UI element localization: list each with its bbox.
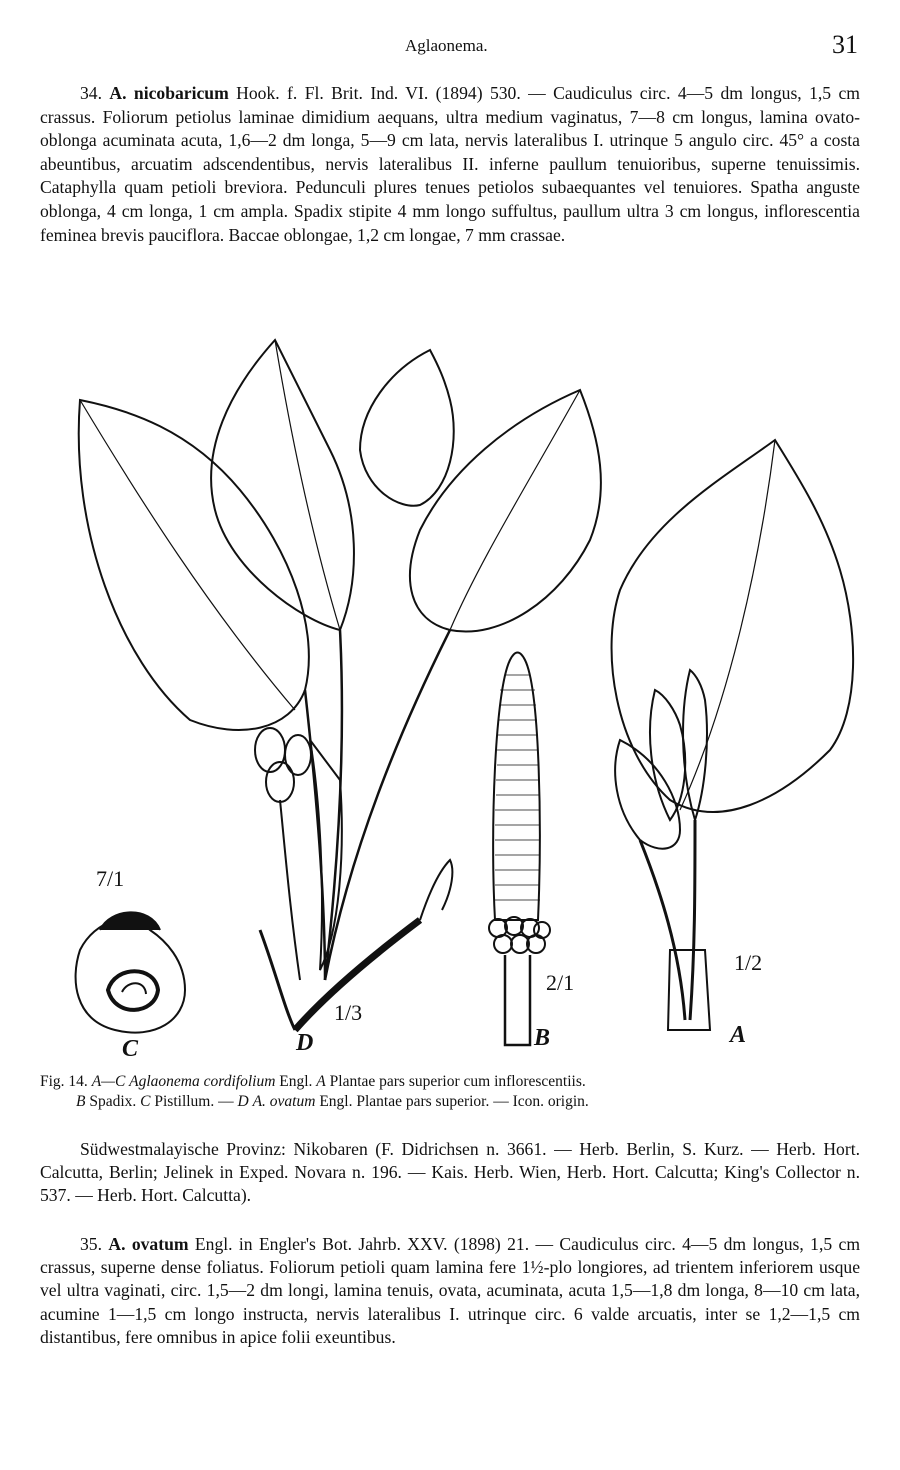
scale-b: 2/1: [546, 970, 575, 995]
species-number: 35.: [80, 1234, 102, 1254]
caption-b-label: B: [76, 1093, 86, 1110]
caption-range: A—C: [91, 1073, 126, 1090]
caption-c-label: C: [140, 1093, 151, 1110]
species-name: A. nicobaricum: [109, 83, 229, 103]
species-text: Engl. in Engler's Bot. Jahrb. XXV. (1898) 21. — Caudiculus circ. 4—5 dm longus, 1,5 cm crassus, superne dense foliatus. Foliorum petioli quam lamina fere 1½-plo longiores, ad trientem inferiorem usque vel ultra vaginati, circ. 1,5—2 dm longi, lamina tenuis, ovata, acuminata, acuta 1,5—1,8 dm longa, 8—10 cm lata, acumine 1—1,5 cm longo instructa, nervis lateralibus I. utrinque circ. 6 valde arcuatis, inter se 1,2—1,5 cm distantibus, fere omnibus in apice folii exeuntibus.: [40, 1234, 861, 1347]
species-35-description: [40, 1233, 860, 1349]
running-title: Aglaonema.: [405, 36, 488, 55]
figure-caption: [40, 1072, 860, 1112]
distribution-34: [40, 1138, 860, 1207]
species-name: A. ovatum: [108, 1234, 189, 1254]
species-34-description: [40, 82, 860, 247]
caption-line-1: [40, 1072, 860, 1092]
plant-a-drawing: [612, 440, 854, 1030]
species-number: 34.: [80, 83, 102, 103]
page-number: 31: [832, 30, 858, 59]
caption-species: Aglaonema cordifolium: [129, 1073, 276, 1090]
caption-a-label: A: [316, 1073, 326, 1090]
caption-prefix: Fig. 14.: [40, 1073, 88, 1090]
species-text: Hook. f. Fl. Brit. Ind. VI. (1894) 530. — Caudiculus circ. 4—5 dm longus, 1,5 cm crassus. Foliorum petiolus laminae dimidium aequans, ultra medium vaginatus, 7—8 cm longus, lamina ovato-oblonga acuminata acuta, 1,6—2 dm longa, 5—9 cm lata, nervis lateralibus I. utrinque 5 angulo circ. 45° a costa abeuntibus, arcuatim adscendentibus, nervis lateralibus II. inferne paullum tenuioribus, superne tenuissimis. Cataphylla quam petioli breviora. Pedunculi plures tenues petiolos subaequantes vel tenuiores. Spatha anguste oblonga, 4 cm longa, 1 cm ampla. Spadix stipite 4 mm longo suffultus, paullum ultra 3 cm longus, inflorescentia feminea brevis pauciflora. Baccae oblongae, 1,2 cm longae, 7 mm crassae.: [40, 83, 860, 245]
caption-b-text: Spadix.: [89, 1093, 137, 1110]
page-header: [0, 30, 900, 64]
pistil-c-drawing: [76, 912, 185, 1032]
label-b: B: [534, 1025, 551, 1051]
spadix-b-drawing: [489, 653, 550, 1046]
label-a: A: [730, 1022, 747, 1048]
figure-drawing: [40, 330, 870, 1070]
caption-line-2: [40, 1092, 860, 1112]
caption-a-text: Plantae pars superior cum inflorescentiis.: [329, 1073, 586, 1090]
caption-author: Engl.: [279, 1073, 313, 1090]
label-c: C: [122, 1036, 139, 1062]
scale-d: 1/3: [334, 1000, 363, 1025]
caption-d-text: Engl. Plantae pars superior. — Icon. origin.: [319, 1093, 589, 1110]
caption-c-text: Pistillum. —: [154, 1093, 234, 1110]
caption-d-species: A. ovatum: [252, 1093, 316, 1110]
scale-c: 7/1: [96, 866, 125, 891]
distribution-text: Südwestmalayische Provinz: Nikobaren (F. Didrichsen n. 3661. — Herb. Berlin, S. Kurz. — Herb. Hort. Calcutta, Berlin; Jelinek in Exped. Novara n. 196. — Kais. Herb. Wien, Herb. Hort. Calcutta; King's Collector n. 537. — Herb. Hort. Calcutta).: [40, 1139, 860, 1205]
caption-d-label: D: [237, 1093, 249, 1110]
scale-a: 1/2: [734, 950, 763, 975]
botanical-figure: [40, 330, 870, 1070]
label-d: D: [296, 1030, 314, 1056]
